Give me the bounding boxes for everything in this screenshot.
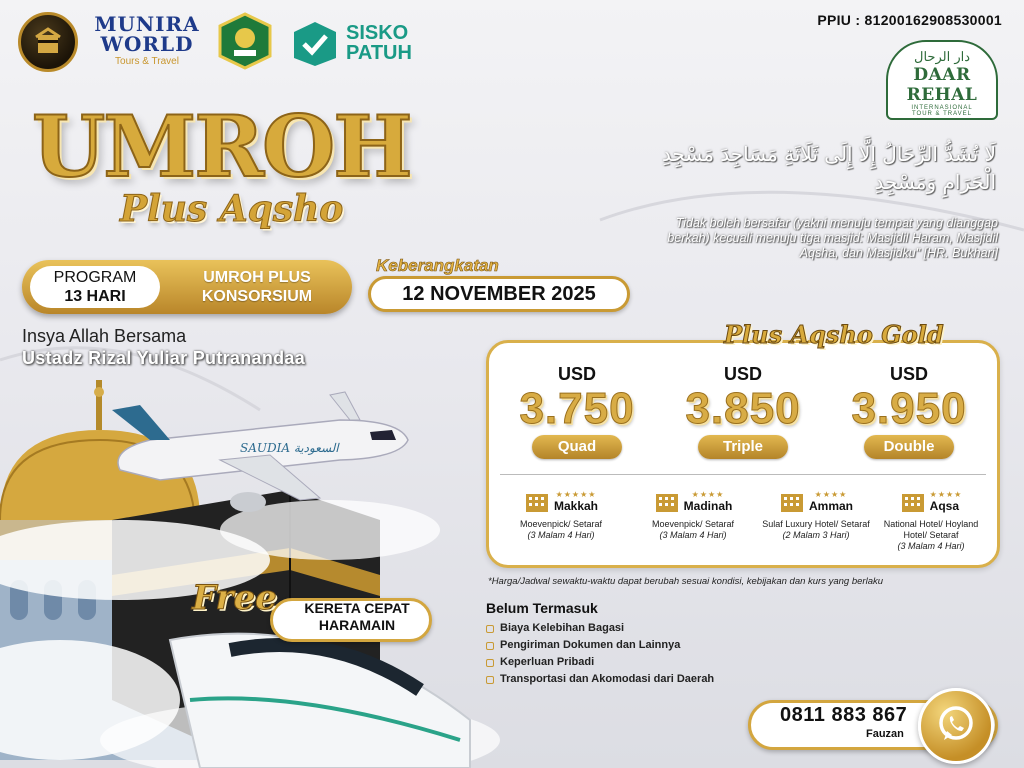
free-label: Free <box>192 578 277 618</box>
list-item <box>486 671 714 688</box>
bullet-icon <box>486 642 494 650</box>
hotel-makkah <box>496 490 626 540</box>
price-double <box>834 364 984 459</box>
departure-date: 12 NOVEMBER 2025 <box>368 276 630 312</box>
program-type-line2: KONSORSIUM <box>201 288 313 305</box>
exclusion-text: Transportasi dan Akomodasi dari Daerah <box>500 673 715 685</box>
free-train-line1: KERETA CEPAT <box>304 600 410 616</box>
exclusion-text: Biaya Kelebihan Bagasi <box>500 622 625 634</box>
program-type <box>172 266 342 306</box>
svg-text:SAUDIA السعودية: SAUDIA السعودية <box>240 441 339 455</box>
hotel-detail: Sulaf Luxury Hotel/ Setaraf <box>762 519 870 529</box>
card-divider <box>500 474 986 475</box>
hotel-stars: ★★★★ <box>929 490 963 499</box>
hadith-translation: Tidak boleh bersafar (yakni menuju tempat yang dianggap berkah) kecuali menuju tiga masjid: Masjidil Haram, Masjidil Aqsha, dan Masjidku" [HR. Bukhari] <box>667 216 998 260</box>
sisko-logo-line1: SISKO <box>346 22 409 44</box>
partner-logo-name: DAAR REHAL <box>906 65 978 105</box>
mentor-intro: Insya Allah Bersama <box>22 326 187 346</box>
hotel-building-icon <box>779 490 805 517</box>
program-type-line1: UMROH PLUS <box>203 269 311 286</box>
hotel-aqsa <box>872 490 990 551</box>
partner-logo-sub1: INTERNASIONAL <box>911 105 973 111</box>
hotel-city: Madinah <box>683 499 733 513</box>
hotel-building-icon <box>654 490 680 517</box>
price-room-type: Quad <box>532 435 622 459</box>
hotel-madinah <box>628 490 758 540</box>
contact-name: Fauzan <box>866 728 904 740</box>
package-name: Plus Aqsho Gold <box>724 320 944 349</box>
hotel-nights: (3 Malam 4 Hari) <box>659 530 727 540</box>
price-currency: USD <box>889 364 928 384</box>
free-train-line2: HARAMAIN <box>318 617 396 633</box>
hotel-city: Aqsa <box>929 499 959 513</box>
hotel-detail: National Hotel/ Hoyland Hotel/ Setaraf <box>883 519 979 540</box>
exclusions-list <box>486 620 714 688</box>
hotel-stars: ★★★★★ <box>555 490 597 499</box>
ppiu-license-number: PPIU : 81200162908530001 <box>817 12 1002 28</box>
agency-logo-line1: MUNIRA <box>94 12 200 36</box>
hotel-stars: ★★★★ <box>814 490 848 499</box>
partner-logo-daar-rehal <box>886 40 998 120</box>
bullet-icon <box>486 659 494 667</box>
hadith-arabic: لَا تُشَدُّ الرِّحَالُ إِلَّا إِلَى ثَلَاثَةِ مَسَاجِدَ مَسْجِدِ الْحَرَامِ وَمَسْجِدِ <box>661 142 996 194</box>
partner-logo-sub2: TOUR & TRAVEL <box>911 111 972 117</box>
hotel-nights: (3 Malam 4 Hari) <box>897 541 965 551</box>
price-amount: 3.750 <box>519 384 635 433</box>
partner-logo-arabic: دار الرحال <box>914 50 970 65</box>
exclusions-title: Belum Termasuk <box>486 600 598 616</box>
list-item <box>486 637 714 654</box>
price-amount: 3.950 <box>851 384 967 433</box>
departure-label: Keberangkatan <box>376 256 499 275</box>
hotel-city: Makkah <box>553 499 599 513</box>
sisko-patuh-logo <box>290 18 412 68</box>
hotel-detail: Moevenpick/ Setaraf <box>519 519 603 529</box>
list-item <box>486 654 714 671</box>
exclusion-text: Keperluan Pribadi <box>500 656 595 668</box>
whatsapp-button[interactable] <box>918 688 994 764</box>
list-item <box>486 620 714 637</box>
hotel-amman <box>756 490 876 540</box>
price-room-type: Double <box>864 435 954 459</box>
free-train-text <box>286 600 428 634</box>
program-duration-box <box>30 266 160 308</box>
price-currency: USD <box>557 364 596 384</box>
hotel-nights: (2 Malam 3 Hari) <box>782 530 850 540</box>
price-triple <box>668 364 818 459</box>
agency-logo-line2: WORLD <box>100 32 194 56</box>
hotel-detail: Moevenpick/ Setaraf <box>651 519 735 529</box>
headline-subtitle: Plus Aqsho <box>120 188 344 230</box>
bullet-icon <box>486 676 494 684</box>
program-duration-line1: PROGRAM <box>53 269 137 286</box>
sisko-kaaba-icon <box>290 18 340 68</box>
price-room-type: Triple <box>698 435 788 459</box>
kemenag-emblem-icon <box>216 12 274 70</box>
agency-logo <box>88 14 206 67</box>
hotel-stars: ★★★★ <box>691 490 725 499</box>
headline-title: UMROH <box>32 97 411 196</box>
program-duration-line2: 13 HARI <box>64 288 126 305</box>
hotel-building-icon <box>900 490 926 517</box>
whatsapp-icon <box>936 704 976 749</box>
exclusion-text: Pengiriman Dokumen dan Lainnya <box>500 639 681 651</box>
hotel-city: Amman <box>808 499 853 513</box>
price-currency: USD <box>723 364 762 384</box>
mentor-name: Ustadz Rizal Yuliar Putranandaa <box>22 348 306 368</box>
price-amount: 3.850 <box>685 384 801 433</box>
bullet-icon <box>486 625 494 633</box>
agency-logo-tagline: Tours & Travel <box>115 56 179 67</box>
hotel-building-icon <box>524 490 550 517</box>
price-quad <box>502 364 652 459</box>
contact-phone-number[interactable]: 0811 883 867 <box>780 704 908 726</box>
price-disclaimer: *Harga/Jadwal sewaktu-waktu dapat berubah sesuai kondisi, kebijakan dan kurs yang berlaku <box>488 576 884 587</box>
hotel-nights: (3 Malam 4 Hari) <box>527 530 595 540</box>
agency-emblem-icon <box>18 12 78 72</box>
sisko-logo-line2: PATUH <box>346 42 412 64</box>
